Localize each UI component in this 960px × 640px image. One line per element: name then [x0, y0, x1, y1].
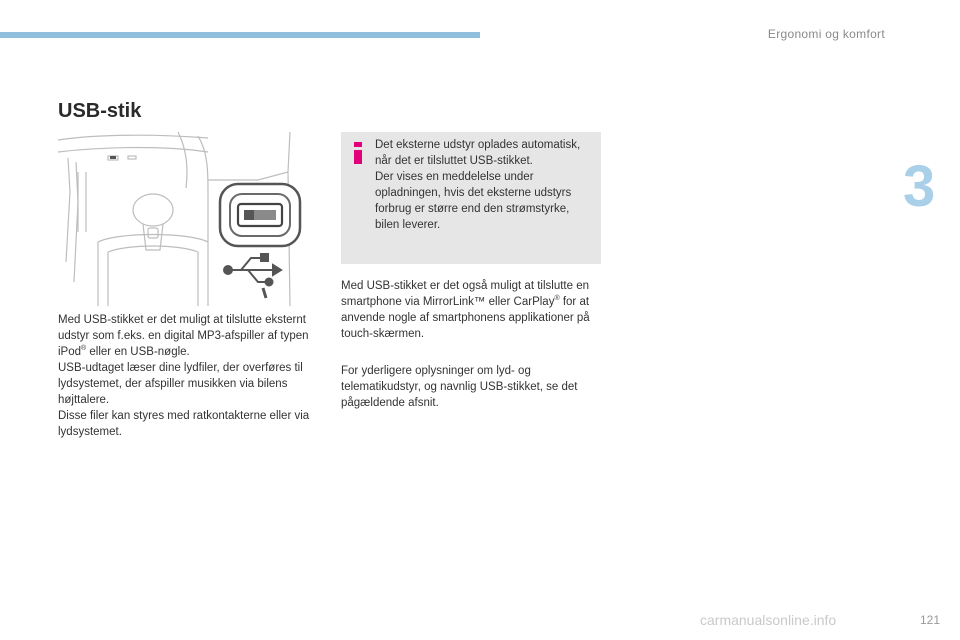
info-paragraph-1: Det eksterne udstyr oplades automatisk, når det er tilsluttet USB-stikket.: [375, 139, 581, 167]
left-paragraph-3: Disse filer kan styres med ratkontakterne eller via lydsystemet.: [58, 410, 310, 438]
info-paragraph-2: Der vises en meddelelse under opladningen, hvis det eksterne udstyrs forbrug er større end den strømstyrke, bilen leverer.: [375, 171, 572, 231]
usb-port-illustration: [58, 132, 318, 306]
left-column-text: [58, 312, 320, 440]
page-number: 121: [919, 613, 940, 627]
right-column-paragraph-1: Med USB-stikket er det også muligt at tilslutte en smartphone via MirrorLink™ eller CarPlay® for at anvende nogle af smartphonens applikationer på touch-skærmen.: [341, 280, 590, 340]
left-paragraph-2: USB-udtaget læser dine lydfiler, der overføres til lydsystemet, der afspiller musikken via bilens højttalere.: [58, 362, 303, 406]
info-box: [341, 132, 601, 264]
chapter-number: 3: [903, 154, 936, 219]
chapter-title: Ergonomi og komfort: [767, 27, 885, 41]
watermark: carmanualsonline.info: [700, 612, 837, 628]
usb-icon: [224, 254, 281, 298]
info-icon: [351, 142, 365, 164]
header-accent-bar: [0, 32, 480, 38]
right-column-paragraph-2: For yderligere oplysninger om lyd- og telematikudstyr, og navnlig USB-stikket, se det pågældende afsnit.: [341, 365, 578, 409]
left-paragraph-1: Med USB-stikket er det muligt at tilslutte eksternt udstyr som f.eks. en digital MP3-afspiller af typen iPod® eller en USB-nøgle.: [58, 314, 309, 358]
section-title: USB-stik: [58, 100, 142, 122]
